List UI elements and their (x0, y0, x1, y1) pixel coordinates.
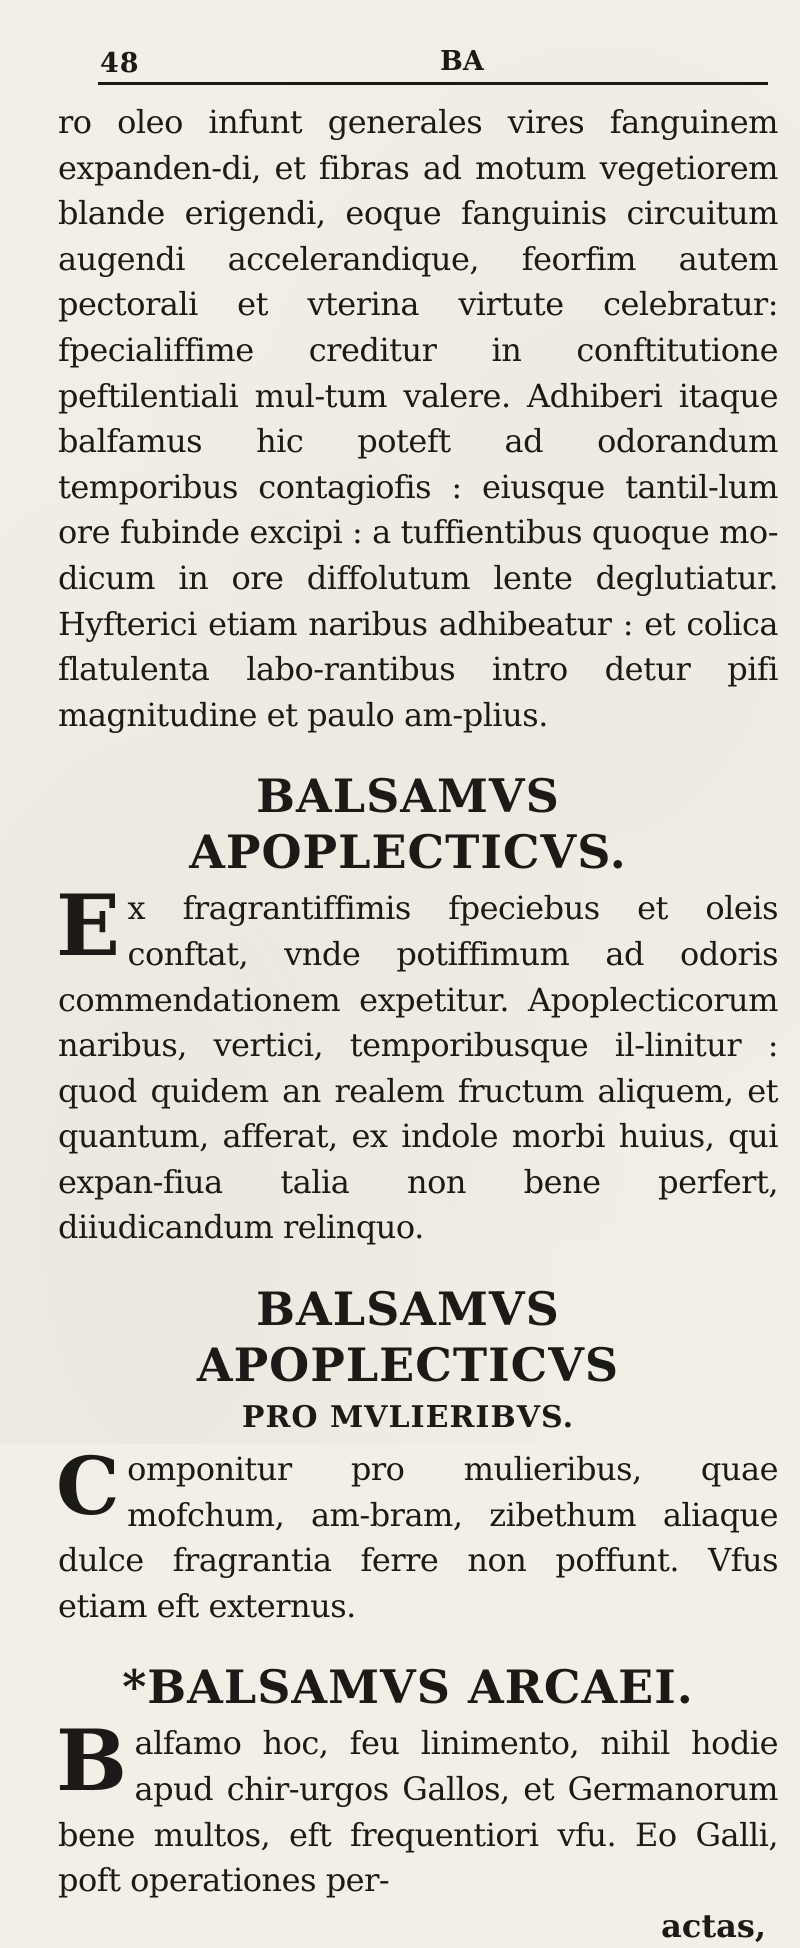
header-rule (98, 82, 768, 85)
intro-paragraph: ro oleo infunt generales vires fanguinem expanden-di, et fibras ad motum vegetiorem blande erigendi, eoque fanguinis circuitum augendi accelerandique, feorfim autem pectorali et vterina virtute celebratur: fpecialiffime creditur in conftitutione peftilentiali mul-tum valere. Adhiberi itaque balfamus hic poteft ad odorandum temporibus contagiofis : eiusque tantil-lum ore fubinde excipi : a tuffientibus quoque mo-dicum in ore diffolutum lente deglutiatur. Hyfterici etiam naribus adhibeatur : et colica flatulenta labo-rantibus intro detur pifi magnitudine et paulo am-plius. (58, 103, 778, 734)
section-heading-balsamus-apoplecticus-mulieribus: BALSAMVS APOPLECTICVS (196, 1282, 620, 1393)
section-heading-balsamus-apoplecticus: BALSAMVS APOPLECTICVS. (189, 769, 627, 880)
section-paragraph-mulieribus (56, 1439, 778, 1629)
drop-cap-c: C (56, 1439, 120, 1534)
section-paragraph-apoplecticus (56, 876, 778, 1251)
section-paragraph-arcaei-text: alfamo hoc, feu linimento, nihil hodie apud chir-urgos Gallos, et Germanorum bene multos, eft frequentiori vfu. Eo Galli, poft operationes per- (58, 1724, 778, 1900)
drop-cap-e: E (56, 876, 120, 976)
page-header (38, 0, 778, 86)
page-number: 48 (100, 48, 140, 79)
section-paragraph-mulieribus-text: omponitur pro mulieribus, quae mofchum, am-bram, zibethum aliaque dulce fragrantia ferre non poffunt. Vfus etiam eft externus. (58, 1450, 778, 1625)
section-subheading-pro-mulieribus: PRO MVLIERIBVS. (241, 1400, 575, 1436)
signature-mark: BA (440, 46, 484, 77)
drop-cap-b: B (56, 1711, 127, 1811)
section-paragraph-arcaei (56, 1711, 778, 1903)
section-paragraph-apoplecticus-text: x fragrantiffimis fpeciebus et oleis conftat, vnde potiffimum ad odoris commendationem expetitur. Apoplecticorum naribus, vertici, temporibusque il-linitur : quod quidem an realem fructum aliquem, et quantum, afferat, ex indole morbi huius, qui expan-fiua talia non bene perfert, diiudicandum relinquo. (58, 889, 778, 1247)
catchword: actas, (661, 1906, 766, 1945)
section-heading-balsamus-arcaei: *BALSAMVS ARCAEI. (122, 1660, 694, 1715)
